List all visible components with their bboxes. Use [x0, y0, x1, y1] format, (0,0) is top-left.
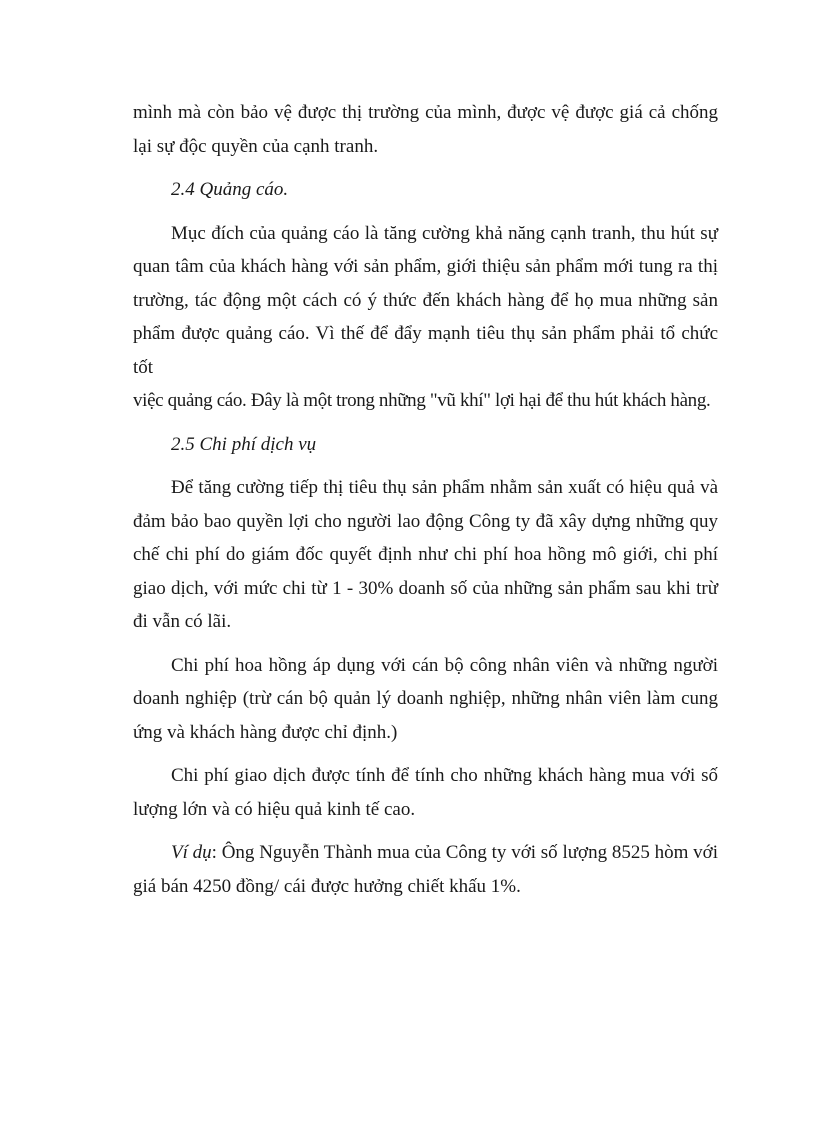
example-text: : Ông Nguyễn Thành mua của Công ty với số lượng 8525 hòm với giá bán 4250 đồng/ cái được hưởng chiết khấu 1%.: [133, 842, 718, 897]
paragraph-advertising-last-line: việc quảng cáo. Đây là một trong những "vũ khí" lợi hại để thu hút khách hàng.: [133, 390, 711, 411]
paragraph-service-cost: Để tăng cường tiếp thị tiêu thụ sản phẩm nhằm sản xuất có hiệu quả và đảm bảo bao quyền lợi cho người lao động Công ty đã xây dựng những quy chế chi phí do giám đốc quyết định như chi phí hoa hồng mô giới, chi phí giao dịch, với mức chi từ 1 - 30% doanh số của những sản phẩm sau khi trừ đi vẫn có lãi.: [133, 477, 718, 632]
document-page: [133, 96, 718, 903]
section-heading-advertising: 2.4 Quảng cáo.: [171, 179, 289, 200]
paragraph-continuation: mình mà còn bảo vệ được thị trường của mình, được vệ được giá cả chống lại sự độc quyền của cạnh tranh.: [133, 102, 718, 157]
section-heading-service-cost: 2.5 Chi phí dịch vụ: [171, 433, 317, 455]
paragraph-transaction: Chi phí giao dịch được tính để tính cho những khách hàng mua với số lượng lớn và có hiệu quả kinh tế cao.: [133, 765, 718, 820]
paragraph-advertising: Mục đích của quảng cáo là tăng cường khả năng cạnh tranh, thu hút sự quan tâm của khách hàng với sản phẩm, giới thiệu sản phẩm mới tung ra thị trường, tác động một cách có ý thức đến khách hàng để họ mua những sản phẩm được quảng cáo. Vì thế để đẩy mạnh tiêu thụ sản phẩm phải tổ chức tốt: [133, 222, 718, 378]
paragraph-commission: Chi phí hoa hồng áp dụng với cán bộ công nhân viên và những người doanh nghiệp (trừ cán bộ quản lý doanh nghiệp, những nhân viên làm cung ứng và khách hàng được chỉ định.): [133, 654, 718, 743]
example-label: Ví dụ: [171, 842, 212, 863]
paragraph-example: [133, 836, 718, 903]
